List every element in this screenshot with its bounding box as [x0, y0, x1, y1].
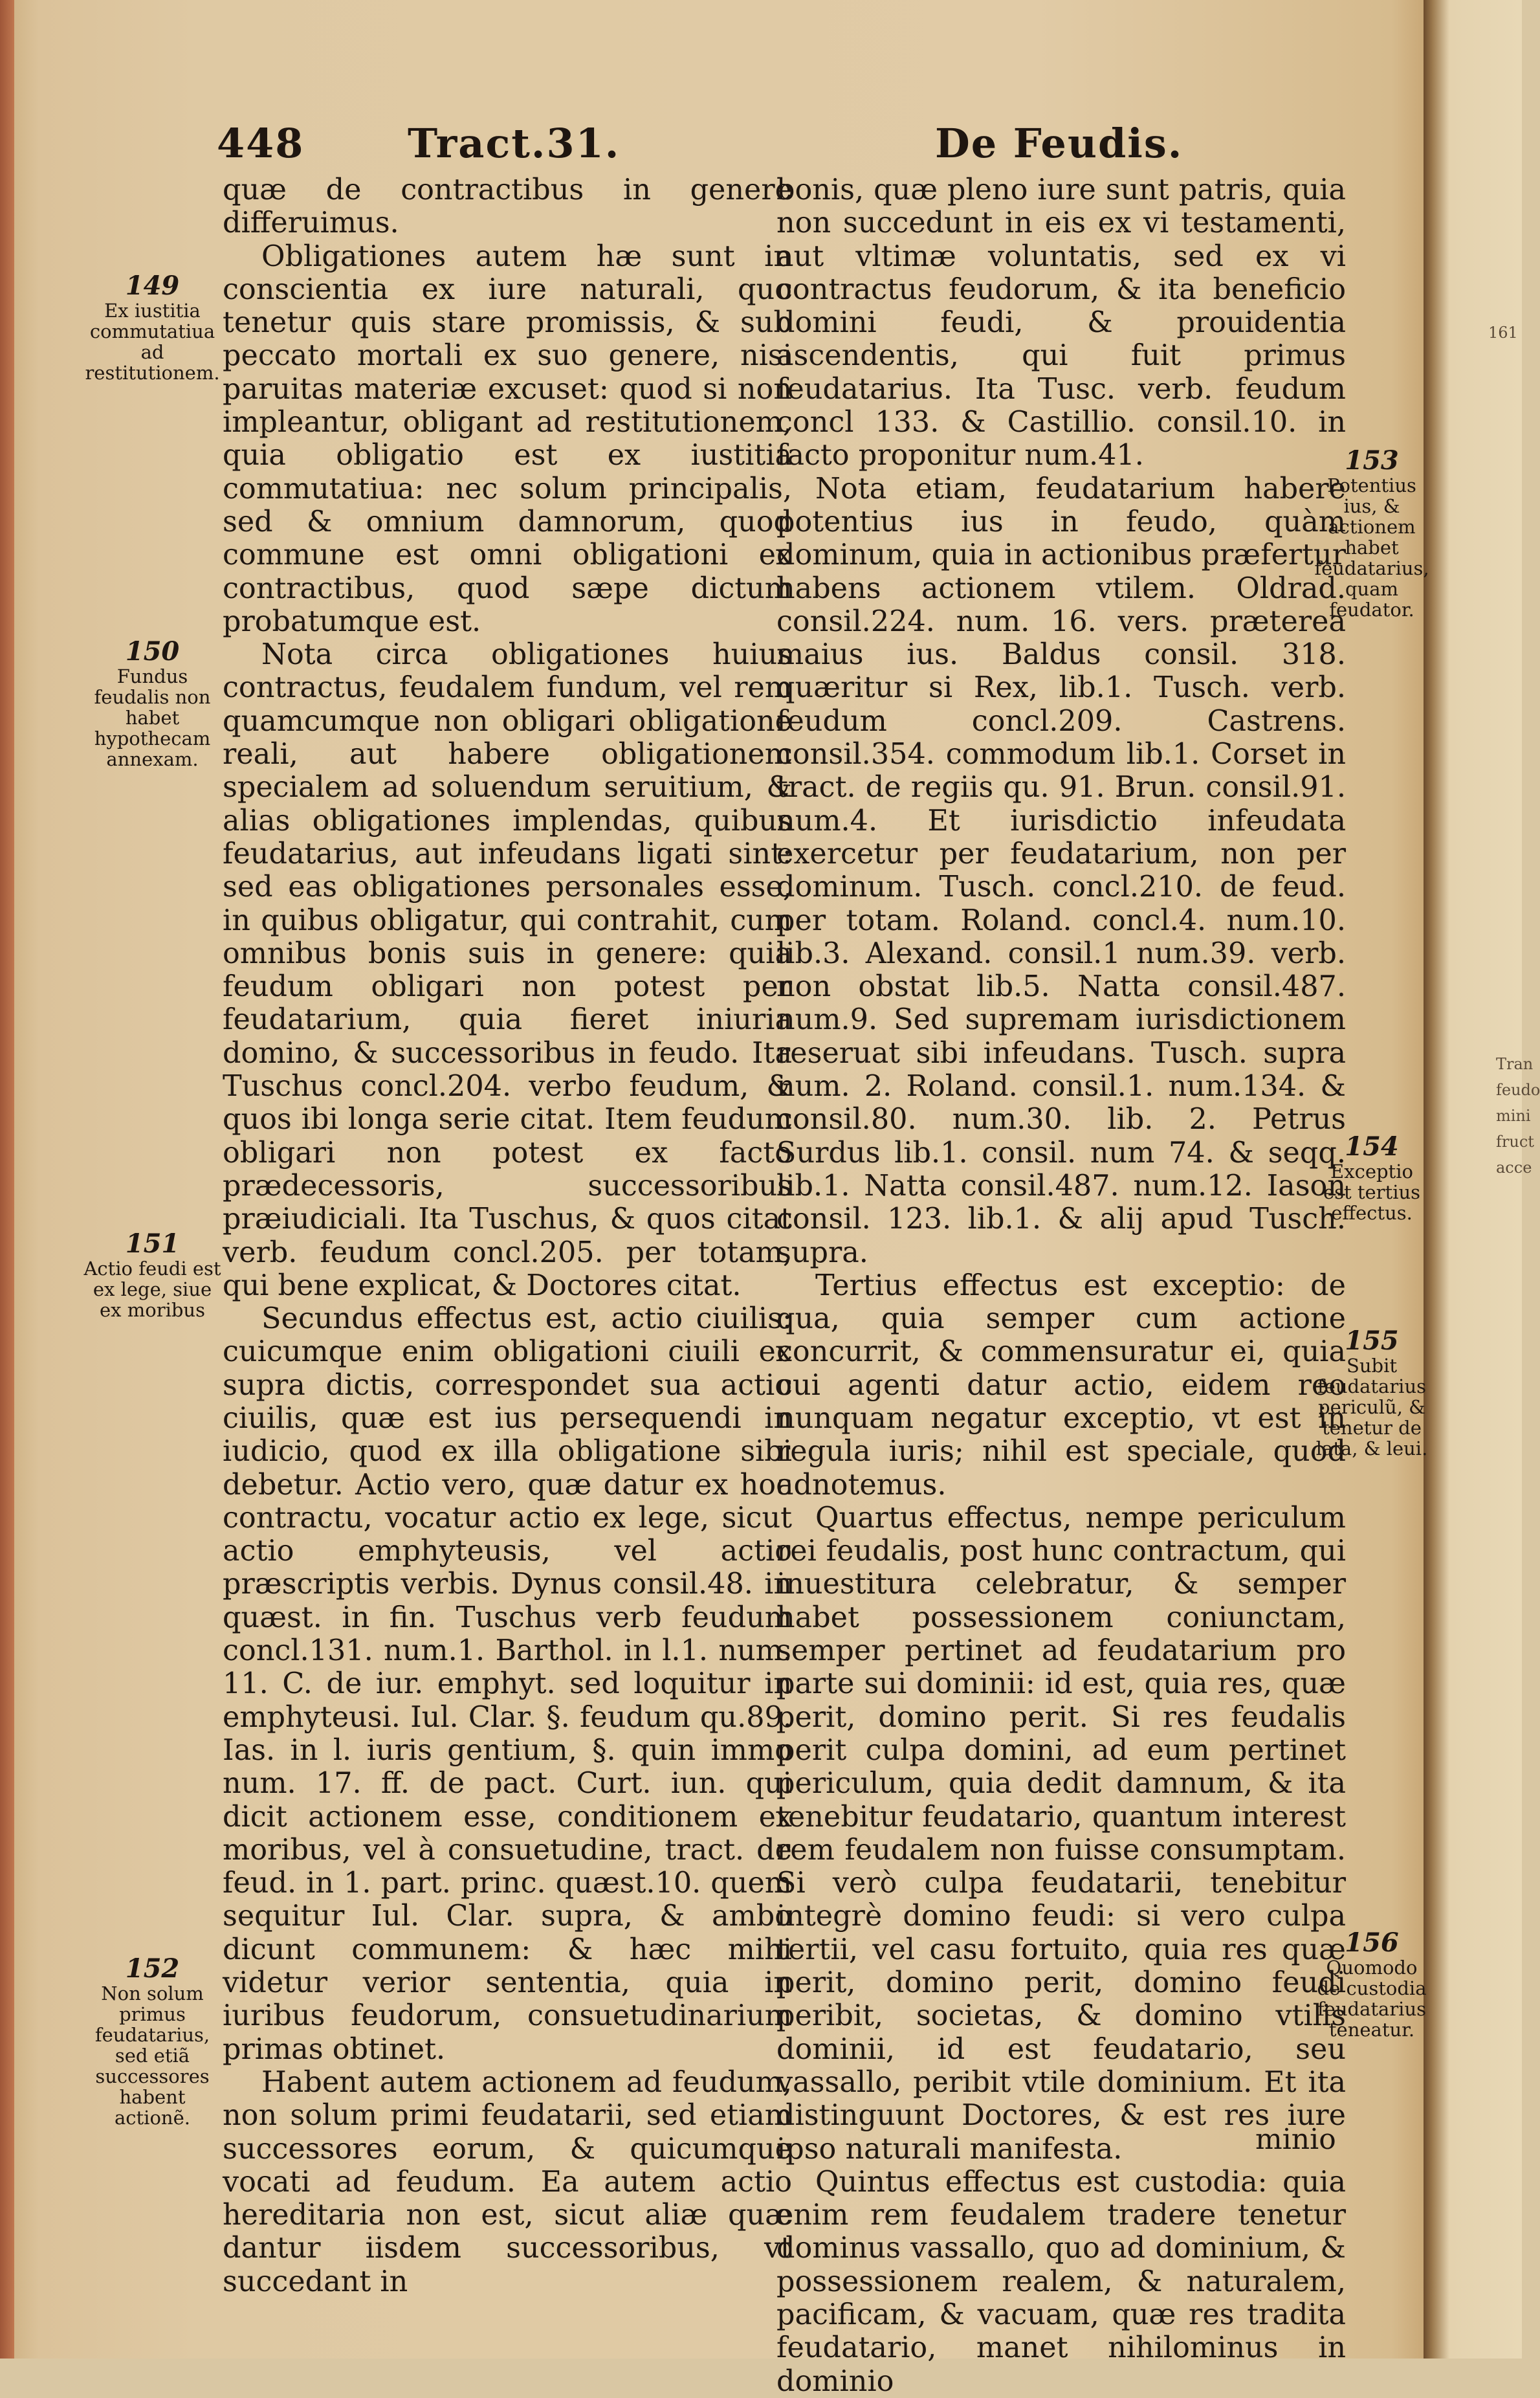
margin-note-text: Actio feudi est ex lege, siue ex moribus — [83, 1258, 221, 1321]
margin-note — [83, 638, 222, 770]
margin-note-number: 155 — [1345, 1326, 1399, 1356]
neighbor-page-fragment: 161 — [1488, 324, 1518, 342]
left-text-column — [223, 173, 792, 2298]
margin-note-number: 149 — [125, 271, 180, 301]
page-edge — [0, 0, 14, 2359]
margin-note — [83, 272, 222, 383]
margin-note — [83, 1955, 222, 2128]
neighbor-page-fragment: mini — [1496, 1107, 1531, 1125]
book-gutter — [1424, 0, 1522, 2359]
margin-note-text: Potentius ius, & actionem habet feudatarius, quam feudator. — [1314, 474, 1429, 621]
paragraph: Habent autem actionem ad feudum, non solum primi feudatarii, sed etiam successores eorum, & quicumque vocati ad feudum. Ea autem actio hereditaria non est, sicut aliæ quæ dantur iisdem successoribus, vt succedant in — [223, 2065, 792, 2298]
margin-note-number: 154 — [1345, 1131, 1399, 1162]
paragraph: Quintus effectus est custodia: quia enim rem feudalem tradere tenetur dominus vassallo, quo ad dominium, & possessionem realem, & naturalem, pacificam, & vacuam, quæ res tradita feudatario, manet nihilominus in dominio — [776, 2165, 1346, 2398]
margin-note-number: 151 — [125, 1228, 180, 1259]
paragraph: Quartus effectus, nempe periculum rei feudalis, post hunc contractum, qui inuestitura celebratur, & semper habet possessionem coniunctam, semper pertinet ad feudatarium pro parte sui dominii: id est, quia res, quæ perit, domino perit. Si res feudalis perit culpa domini, ad eum pertinet periculum, quia dedit damnum, & ita tenebitur feudatario, quantum interest rem feudalem non fuisse consumptam. Si verò culpa feudatarii, tenebitur integrè domino feudi: si vero culpa tertii, vel casu fortuito, quia res quæ perit, domino perit, domino feudi peribit, societas, & domino vtilis dominii, id est feudatario, seu vassallo, peribit vtile dominium. Et ita distinguunt Doctores, & est res iure ipso naturali manifesta. — [776, 1501, 1346, 2166]
margin-note — [83, 1230, 222, 1320]
paragraph: Secundus effectus est, actio ciuilis: cuicumque enim obligationi ciuili ex supra dictis, correspondet sua actio ciuilis, quæ est ius persequendi in iudicio, quod ex illa obligatione sibi debetur. Actio vero, quæ datur ex hoc contractu, vocatur actio ex lege, sicut actio emphyteusis, vel actio præscriptis verbis. Dynus consil.48. in quæst. in fin. Tuschus verb feudum concl.131. num.1. Barthol. in l.1. num. 11. C. de iur. emphyt. sed loquitur in emphyteusi. Iul. Clar. §. feudum qu.89. Ias. in l. iuris gentium, §. quin immo num. 17. ff. de pact. Curt. iun. qui dicit actionem esse, conditionem ex moribus, vel à consuetudine, tract. de feud. in 1. part. princ. quæst.10. quem sequitur Iul. Clar. supra, & ambo dicunt communem: & hæc mihi videtur verior sententia, quia in iuribus feudorum, consuetudinarium primas obtinet. — [223, 1302, 792, 2066]
margin-note-number: 150 — [125, 636, 180, 667]
paragraph: Nota circa obligationes huius contractus, feudalem fundum, vel rem quamcumque non obligari obligatione reali, aut habere obligationem specialem ad soluendum seruitium, & alias obligationes implendas, quibus feudatarius, aut infeudans ligati sint: sed eas obligationes personales esse, in quibus obligatur, qui contrahit, cum omnibus bonis suis in genere: quia feudum obligari non potest per feudatarium, quia fieret iniuria domino, & successoribus in feudo. Ita Tuschus concl.204. verbo feudum, & quos ibi longa serie citat. Item feudum obligari non potest ex facto prædecessoris, successoribus præiudiciali. Ita Tuschus, & quos citat verb. feudum concl.205. per totam, qui bene explicat, & Doctores citat. — [223, 638, 792, 1302]
paragraph: quæ de contractibus in genere differuimus. — [223, 173, 792, 240]
paragraph: bonis, quæ pleno iure sunt patris, quia non succedunt in eis ex vi testamenti, aut vltimæ voluntatis, sed ex vi contractus feudorum, & ita beneficio domini feudi, & prouidentia ascendentis, qui fuit primus feudatarius. Ita Tusc. verb. feudum concl 133. & Castillio. consil.10. in facto proponitur num.41. — [776, 173, 1346, 472]
page-number: 448 — [217, 120, 305, 167]
neighbor-page-fragment: feudo — [1496, 1081, 1540, 1099]
margin-note-number: 152 — [125, 1953, 180, 1984]
margin-note — [1314, 1133, 1430, 1223]
margin-note-number: 153 — [1345, 445, 1399, 476]
paragraph: Tertius effectus est exceptio: de qua, quia semper cum actione concurrit, & commensuratur ei, quia cui agenti datur actio, eidem reo nunquam negatur exceptio, vt est in regula iuris; nihil est speciale, quod adnotemus. — [776, 1269, 1346, 1502]
paragraph: Obligationes autem hæ sunt in conscientia ex iure naturali, quo tenetur quis stare promissis, & sub peccato mortali ex suo genere, nisi paruitas materiæ excuset: quod si non impleantur, obligant ad restitutionem, quia obligatio est ex iustitia commutatiua: nec solum principalis, sed & omnium damnorum, quod commune est omni obligationi ex contractibus, quod sæpe dictum probatumque est. — [223, 239, 792, 638]
margin-note — [1314, 447, 1430, 620]
right-text-column — [776, 173, 1346, 2398]
margin-note-text: Exceptio est tertius effectus. — [1323, 1160, 1421, 1224]
margin-note — [1314, 1327, 1430, 1459]
catchword: minio — [1255, 2123, 1336, 2156]
margin-note-text: Fundus feudalis non habet hypothecam annexam. — [94, 665, 211, 770]
neighbor-page-fragment: acce — [1496, 1159, 1532, 1177]
neighbor-page-fragment: fruct — [1496, 1133, 1534, 1151]
margin-note — [1314, 1929, 1430, 2040]
margin-note-text: Subit feudatarius periculũ, & tenetur de lata, & leui. — [1315, 1355, 1428, 1460]
running-title-left: Tract.31. — [408, 120, 621, 167]
neighbor-page-fragment: Tran — [1496, 1055, 1534, 1073]
running-title-right: De Feudis. — [935, 120, 1183, 167]
margin-note-text: Non solum primus feudatarius, sed etiã successores habent actionẽ. — [94, 1982, 210, 2129]
paragraph: Nota etiam, feudatarium habere potentius ius in feudo, quàm dominum, quia in actionibus præfertur habens actionem vtilem. Oldrad. consil.224. num. 16. vers. præterea maius ius. Baldus consil. 318. quæritur si Rex, lib.1. Tusch. verb. feudum concl.209. Castrens. consil.354. commodum lib.1. Corset in tract. de regiis qu. 91. Brun. consil.91. num.4. Et iurisdictio infeudata exercetur per feudatarium, non per dominum. Tusch. concl.210. de feud. per totam. Roland. concl.4. num.10. lib.3. Alexand. consil.1 num.39. verb. non obstat lib.5. Natta consil.487. num.9. Sed supremam iurisdictionem reseruat sibi infeudans. Tusch. supra num. 2. Roland. consil.1. num.134. & consil.80. num.30. lib. 2. Petrus Surdus lib.1. consil. num 74. & seqq. lib.1. Natta consil.487. num.12. Iason consil. 123. lib.1. & alij apud Tusch. supra. — [776, 472, 1346, 1269]
margin-note-text: Ex iustitia commutatiua ad restitutionem. — [85, 300, 220, 384]
margin-note-text: Quomodo de custodia feudatarius teneatur. — [1317, 1957, 1427, 2041]
margin-note-number: 156 — [1345, 1927, 1399, 1958]
